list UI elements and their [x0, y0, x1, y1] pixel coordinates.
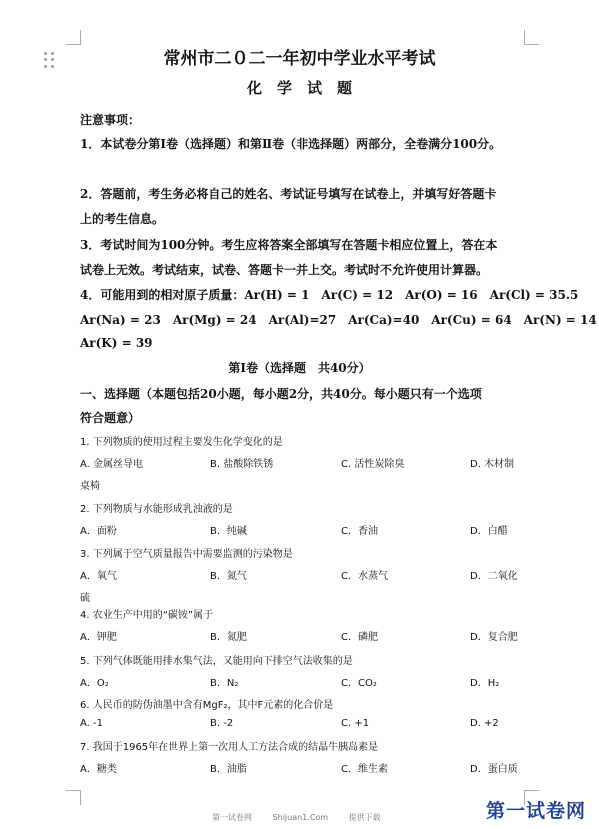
question-option: D. 木材制: [470, 459, 515, 470]
note-2-line-1: 2．答题前，考生务必将自己的姓名、考试证号填写在试卷上，并填写好答题卡: [80, 187, 497, 201]
crop-mark-bottom-left: [66, 790, 81, 805]
section-title: 第Ⅰ卷（选择题 共40分）: [228, 361, 371, 375]
question-option: A. 金属丝导电: [80, 459, 144, 470]
question-option: C．CO₂: [341, 678, 377, 689]
question-option: A．氧气: [80, 571, 117, 582]
site-logo: 第一试卷网: [486, 800, 587, 822]
question-option: B．油脂: [210, 764, 247, 775]
exam-title: 常州市二０二一年初中学业水平考试: [163, 49, 436, 69]
footer: [212, 812, 399, 823]
subject-title: 化 学 试 题: [246, 79, 352, 97]
question-option: C．维生素: [341, 764, 388, 775]
question-option: D．蛋白质: [470, 764, 518, 775]
question-option: B．氮肥: [210, 632, 247, 643]
question-option: C. 活性炭除臭: [341, 459, 405, 470]
question-option: B. -2: [210, 718, 234, 729]
question-option: B．氮气: [210, 571, 247, 582]
section-intro-line-1: 一、选择题（本题包括20小题，每小题2分，共40分。每小题只有一个选项: [80, 387, 482, 401]
question-option-wrap: 硫: [80, 593, 90, 604]
question-option: B. 盐酸除铁锈: [210, 459, 274, 470]
note-2-line-2: 上的考生信息。: [80, 212, 165, 226]
question-option: B．纯碱: [210, 526, 247, 537]
question-option: A. -1: [80, 718, 103, 729]
footer-download: 提供下载: [348, 813, 381, 822]
section-intro-line-2: 符合题意）: [80, 411, 141, 425]
question-option-wrap: 桌椅: [80, 481, 100, 492]
question-stem: 1. 下列物质的使用过程主要发生化学变化的是: [80, 437, 283, 448]
question-option: C．香油: [341, 526, 378, 537]
question-option: A．钾肥: [80, 632, 117, 643]
question-option: D．H₂: [470, 678, 500, 689]
question-option: B．N₂: [210, 678, 239, 689]
note-1: 1．本试卷分第Ⅰ卷（选择题）和第Ⅱ卷（非选择题）两部分，全卷满分100分。: [80, 137, 502, 151]
question-option: A．面粉: [80, 526, 117, 537]
footer-site-name: 第一试卷网: [212, 813, 252, 822]
question-stem: 6. 人民币的防伪油墨中含有MgF₂，其中F元素的化合价是: [80, 700, 334, 711]
question-option: A．糖类: [80, 764, 117, 775]
note-4-line-3: Ar(K) = 39: [80, 336, 153, 350]
question-option: D．复合肥: [470, 632, 518, 643]
question-stem: 4. 农业生产中用的“碳铵”属于: [80, 610, 214, 621]
question-option: C．水蒸气: [341, 571, 388, 582]
crop-mark-top-right: [524, 30, 539, 45]
note-3-line-2: 试卷上无效。考试结束，试卷、答题卡一并上交。考试时不允许使用计算器。: [80, 263, 489, 277]
crop-mark-top-left: [66, 30, 81, 45]
question-option: C．磷肥: [341, 632, 378, 643]
note-4-line-1: 4．可能用到的相对原子质量：Ar(H) = 1 Ar(C) = 12 Ar(O) = 16 Ar(Cl) = 35.5: [80, 288, 579, 302]
question-stem: 5. 下列气体既能用排水集气法，又能用向下排空气法收集的是: [80, 656, 353, 667]
question-stem: 7. 我国于1965年在世界上第一次用人工方法合成的结晶牛胰岛素是: [80, 742, 379, 753]
note-4-line-2: Ar(Na) = 23 Ar(Mg) = 24 Ar(Al)=27 Ar(Ca)=40 Ar(Cu) = 64 Ar(N) = 14: [80, 313, 597, 327]
question-option: D．二氧化: [470, 571, 518, 582]
question-stem: 2. 下列物质与水能形成乳浊液的是: [80, 504, 233, 515]
footer-url: Shijuan1.Com: [272, 813, 329, 822]
notes-heading: 注意事项：: [80, 113, 141, 127]
question-stem: 3. 下列属于空气质量报告中需要监测的污染物是: [80, 549, 293, 560]
note-3-line-1: 3．考试时间为100分钟。考生应将答案全部填写在答题卡相应位置上，答在本: [80, 238, 498, 252]
question-option: A．O₂: [80, 678, 109, 689]
question-option: D. +2: [470, 718, 499, 729]
question-option: D．白醋: [470, 526, 508, 537]
question-option: C. +1: [341, 718, 370, 729]
